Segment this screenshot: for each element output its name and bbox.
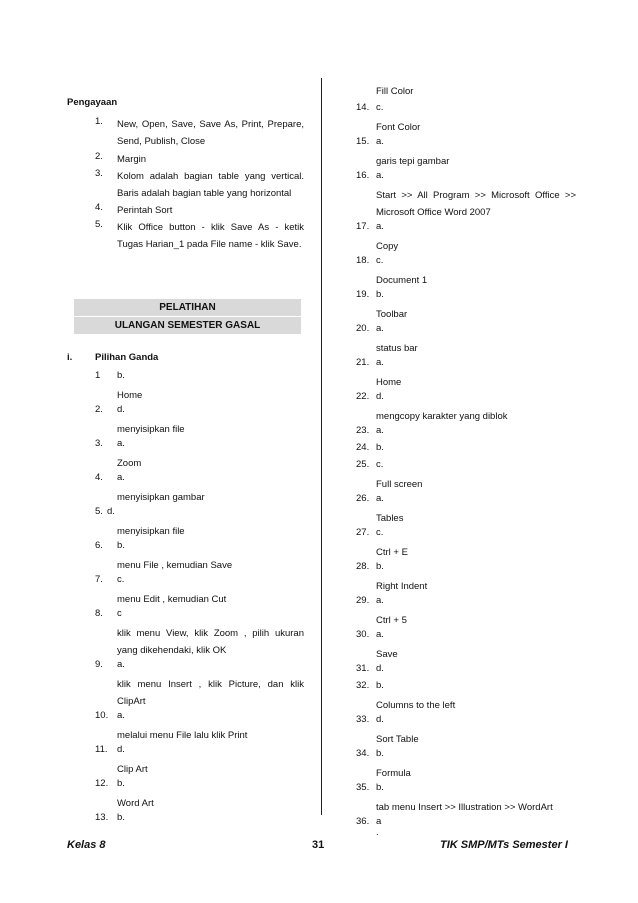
footer-class-label: Kelas 8 xyxy=(67,839,106,851)
section-box-title: PELATIHAN xyxy=(74,299,301,316)
enrichment-item-number: 2. xyxy=(95,151,103,162)
question-number: 35. xyxy=(356,782,370,793)
question-number: 22. xyxy=(356,391,370,402)
answer-text: Full screen xyxy=(376,479,423,490)
answer-text: menyisipkan gambar xyxy=(117,492,205,503)
answer-letter: a . xyxy=(376,816,382,838)
answer-text: Ctrl + 5 xyxy=(376,615,407,626)
footer-subject-label: TIK SMP/MTs Semester I xyxy=(440,839,568,851)
question-number: 36. xyxy=(356,816,370,827)
answer-text: melalui menu File lalu klik Print xyxy=(117,730,248,741)
answer-letter: a. xyxy=(117,659,125,670)
answer-letter: d. xyxy=(117,404,125,415)
answer-letter: d. xyxy=(117,744,125,755)
question-number: 18. xyxy=(356,255,370,266)
answer-letter: c. xyxy=(376,459,384,470)
question-number: 28. xyxy=(356,561,370,572)
answer-text: Start >> All Program >> Microsoft Office >> Microsoft Office Word 2007 xyxy=(376,190,576,218)
question-number: 14. xyxy=(356,102,370,113)
question-number: 16. xyxy=(356,170,370,181)
answer-text: Document 1 xyxy=(376,275,428,286)
answer-letter: d. xyxy=(376,391,384,402)
answer-letter: d. xyxy=(376,714,384,725)
enrichment-item-number: 3. xyxy=(95,168,103,179)
answer-letter: c. xyxy=(376,255,384,266)
answer-text: menu Edit , kemudian Cut xyxy=(117,594,227,605)
answer-letter: c. xyxy=(117,574,125,585)
answer-text: Save xyxy=(376,649,398,660)
section-title: Pilihan Ganda xyxy=(95,352,159,363)
enrichment-item-text: Klik Office button - klik Save As - ketik Tugas Harian_1 pada File name - klik Save. xyxy=(117,222,304,250)
answer-text: Formula xyxy=(376,768,411,779)
answer-letter: c xyxy=(117,608,122,619)
answer-letter: b. xyxy=(117,812,125,823)
answer-text: klik menu Insert , klik Picture, dan klik ClipArt xyxy=(117,679,304,707)
question-number: 17. xyxy=(356,221,370,232)
answer-letter: a. xyxy=(117,438,125,449)
question-number: 7. xyxy=(95,574,103,585)
answer-letter: a. xyxy=(376,357,384,368)
answer-letter: d. xyxy=(376,663,384,674)
answer-letter: b. xyxy=(376,782,384,793)
answer-continuation xyxy=(376,86,413,97)
question-number: 13. xyxy=(95,812,109,823)
question-number: 32. xyxy=(356,680,370,691)
answer-letter: a. xyxy=(376,493,384,504)
answer-text: Columns to the left xyxy=(376,700,456,711)
question-number: 15. xyxy=(356,136,370,147)
question-number: 26. xyxy=(356,493,370,504)
answer-text: Clip Art xyxy=(117,764,148,775)
answer-letter: a. xyxy=(376,136,384,147)
answer-text: Home xyxy=(117,390,143,401)
answer-letter: b. xyxy=(376,561,384,572)
question-number: 33. xyxy=(356,714,370,725)
answer-text: Home xyxy=(376,377,402,388)
answer-letter: a. xyxy=(376,323,384,334)
question-number: 6. xyxy=(95,540,103,551)
answer-letter: a. xyxy=(376,425,384,436)
answer-text: Ctrl + E xyxy=(376,547,408,558)
enrichment-item-number: 5. xyxy=(95,219,103,230)
question-number: 11. xyxy=(95,744,108,755)
answer-letter: a. xyxy=(376,629,384,640)
answer-text: Zoom xyxy=(117,458,142,469)
enrichment-heading: Pengayaan xyxy=(67,97,118,108)
question-number: 23. xyxy=(356,425,370,436)
question-number: 30. xyxy=(356,629,370,640)
answer-text: mengcopy karakter yang diblok xyxy=(376,411,508,422)
question-number: 21. xyxy=(356,357,370,368)
answer-letter: b. xyxy=(376,680,384,691)
question-number: 31. xyxy=(356,663,370,674)
question-number: 9. xyxy=(95,659,103,670)
answer-text: Toolbar xyxy=(376,309,408,320)
question-number: 8. xyxy=(95,608,103,619)
question-number: 19. xyxy=(356,289,370,300)
column-divider xyxy=(321,78,322,815)
answer-letter: b. xyxy=(117,540,125,551)
question-number: 4. xyxy=(95,472,103,483)
answer-letter: b. xyxy=(376,748,384,759)
page-number: 31 xyxy=(312,839,325,851)
answer-text: Right Indent xyxy=(376,581,428,592)
answer-text: tab menu Insert >> Illustration >> WordArt xyxy=(376,802,553,813)
answer-text: menyisipkan file xyxy=(117,526,185,537)
answer-letter: b. xyxy=(117,778,125,789)
answer-text: Font Color xyxy=(376,122,421,133)
question-number: 25. xyxy=(356,459,370,470)
answer-letter: c. xyxy=(376,102,384,113)
question-number: 20. xyxy=(356,323,370,334)
answer-text: menu File , kemudian Save xyxy=(117,560,233,571)
answer-text: Copy xyxy=(376,241,399,252)
answer-text: status bar xyxy=(376,343,418,354)
answer-text: garis tepi gambar xyxy=(376,156,450,167)
answer-text: Word Art xyxy=(117,798,154,809)
enrichment-item-text: Perintah Sort xyxy=(117,205,173,216)
question-number: 3. xyxy=(95,438,103,449)
answer-letter: a. xyxy=(117,710,125,721)
answer-text: klik menu View, klik Zoom , pilih ukuran yang dikehendaki, klik OK xyxy=(117,628,304,656)
answer-text: Tables xyxy=(376,513,404,524)
answer-letter: a. xyxy=(376,221,384,232)
enrichment-item-number: 1. xyxy=(95,116,103,127)
answer-letter: b. xyxy=(117,370,125,381)
answer-letter: b. xyxy=(376,442,384,453)
question-number: 12. xyxy=(95,778,109,789)
question-number: 2. xyxy=(95,404,103,415)
question-number: 10. xyxy=(95,710,109,721)
section-box-subtitle: ULANGAN SEMESTER GASAL xyxy=(74,316,301,334)
enrichment-item-number: 4. xyxy=(95,202,103,213)
answer-letter: a. xyxy=(376,595,384,606)
enrichment-item-text: Kolom adalah bagian table yang vertical. Baris adalah bagian table yang horizontal xyxy=(117,171,304,199)
answer-letter: a. xyxy=(117,472,125,483)
answer-text: Fill Color xyxy=(376,86,414,97)
answer-letter: b. xyxy=(376,289,384,300)
question-number: 34. xyxy=(356,748,370,759)
enrichment-item-text: Margin xyxy=(117,154,147,165)
question-number: 5. xyxy=(95,506,103,517)
question-number: 1 xyxy=(95,370,101,381)
question-number: 27. xyxy=(356,527,370,538)
answer-letter: d. xyxy=(107,506,115,517)
question-number: 24. xyxy=(356,442,370,453)
enrichment-item-text: New, Open, Save, Save As, Print, Prepare, Send, Publish, Close xyxy=(117,119,304,147)
answer-text: menyisipkan file xyxy=(117,424,185,435)
answer-letter: a. xyxy=(376,170,384,181)
section-number: i. xyxy=(67,352,73,363)
question-number: 29. xyxy=(356,595,370,606)
answer-text: Sort Table xyxy=(376,734,419,745)
answer-letter: c. xyxy=(376,527,384,538)
